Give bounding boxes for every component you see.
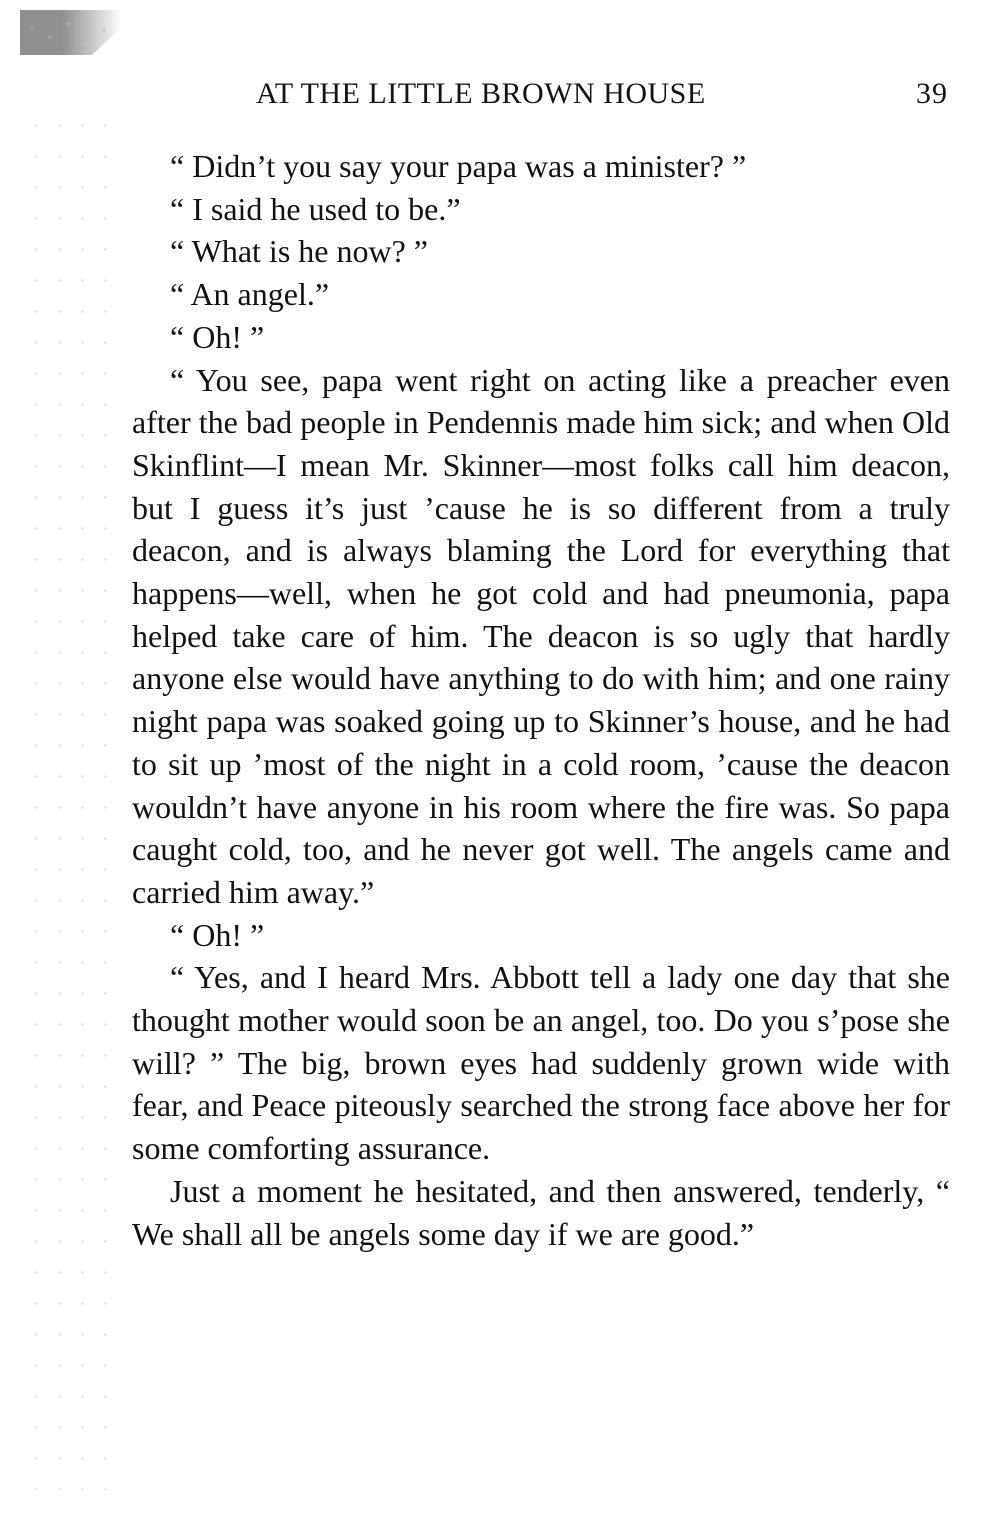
paragraph: “ Didn’t you say your papa was a minister? ”	[170, 148, 747, 184]
paragraph: “ Oh! ”	[170, 916, 265, 953]
paragraph: “ An angel.”	[170, 276, 330, 313]
paragraph: “ What is he now? ”	[170, 233, 428, 270]
body-text	[132, 145, 950, 1255]
paragraph: “ You see, papa went right on acting like a preacher even after the bad people in Pendennis made him sick; and when Old Skinflint—I mean Mr. Skinner—most folks call him deacon, but I guess it’s just ’cause he is so different from a truly deacon, and is always blaming the Lord for everything that happens—well, when he got cold and had pneumonia, papa helped take care of him. The deacon is so ugly that hardly anyone else would have anything to do with him; and one rainy night papa was soaked going up to Skinner’s house, and he had to sit up ’most of the night in a cold room, ’cause the deacon wouldn’t have anyone in his room where the fire was. So papa caught cold, too, and he never got well. The angels came and carried him away.”	[132, 361, 950, 910]
paragraph: “ Yes, and I heard Mrs. Abbott tell a lady one day that she thought mother would soon be an angel, too. Do you s’pose she will? ” The big, brown eyes had suddenly grown wide with fear, and Peace piteously searched the strong face above her for some comforting assurance.	[132, 959, 950, 1167]
paragraph: “ Oh! ”	[170, 318, 265, 355]
running-header	[256, 72, 948, 116]
running-title: AT THE LITTLE BROWN HOUSE	[256, 77, 706, 110]
paragraph: Just a moment he hesitated, and then answered, tenderly, “ We shall all be angels some day if we are good.”	[132, 1172, 950, 1252]
page-number: 39	[916, 77, 948, 110]
print-speckle-decoration	[20, 10, 140, 55]
paragraph: “ I said he used to be.”	[170, 190, 461, 227]
margin-speckle-decoration	[25, 110, 120, 1490]
